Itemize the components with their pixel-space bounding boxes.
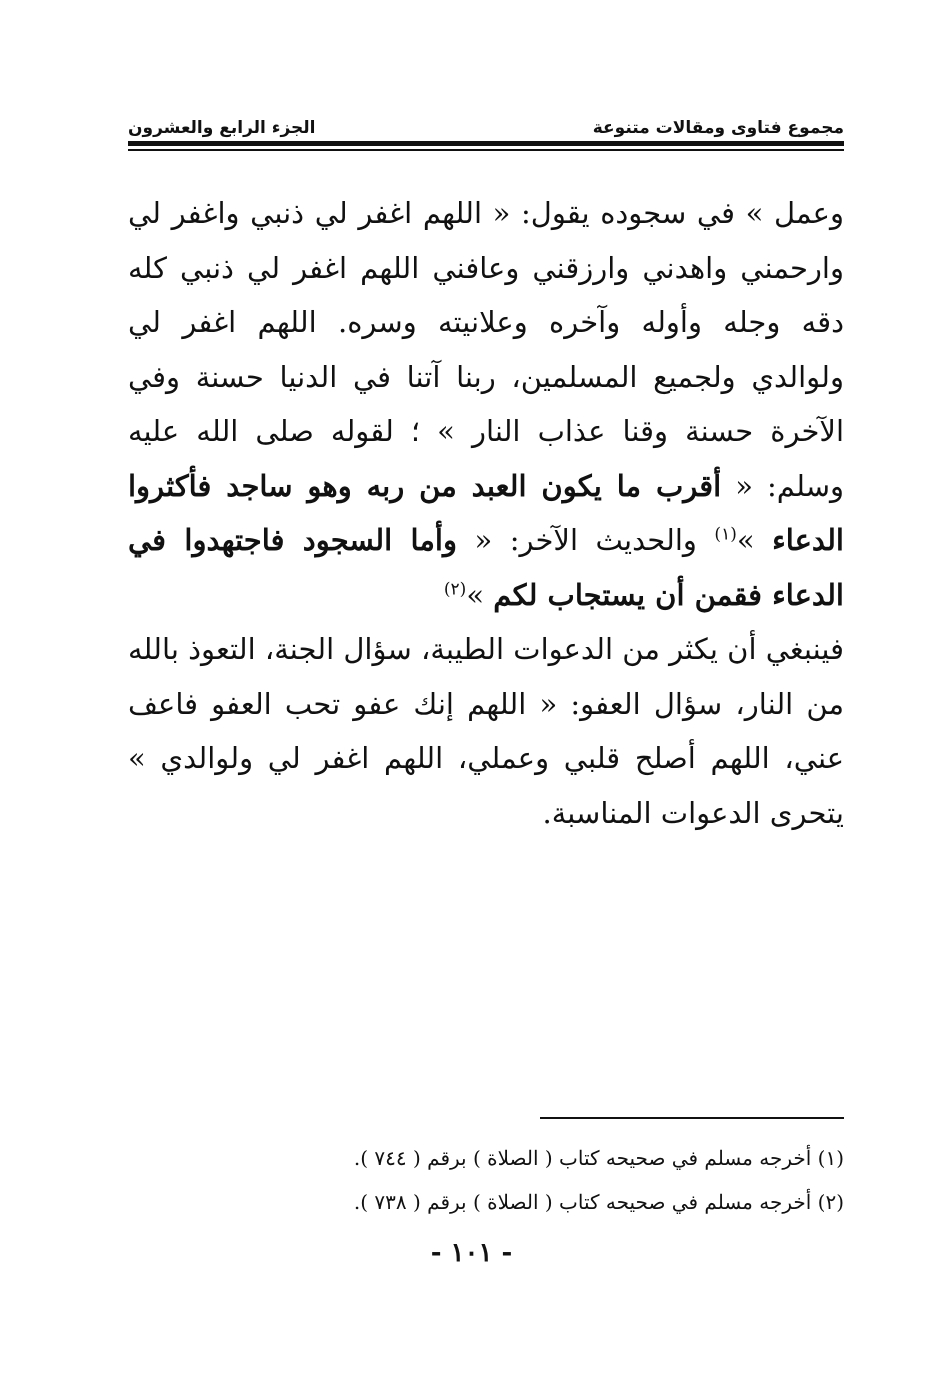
body-paragraph: فينبغي أن يكثر من الدعوات الطيبة، سؤال الجنة، التعوذ بالله من النار، سؤال العفو: « اللهم إنك عفو تحب العفو فاعف عني، اللهم أصلح قلبي وعملي، اللهم اغفر لي ولوالدي » يتحرى الدعوات المناسبة. xyxy=(128,632,844,830)
body-paragraph xyxy=(128,186,844,622)
footnote-2: (٢) أخرجه مسلم في صحيحه كتاب ( الصلاة ) برقم ( ٧٣٨ ). xyxy=(353,1190,844,1214)
body-text xyxy=(128,186,844,840)
body-segment: » xyxy=(466,577,485,612)
volume-label: الجزء الرابع والعشرون xyxy=(128,118,316,138)
hadith-quote-1: أقرب ما يكون العبد من ربه وهو ساجد فأكثروا الدعاء xyxy=(128,468,844,557)
body-segment: وعمل » في سجوده يقول: « اللهم اغفر لي ذنبي واغفر لي وارحمني واهدني وارزقني وعافني اللهم اغفر لي ذنبي كله دقه وجله وأوله وآخره وعلانيته وسره. اللهم اغفر لي ولوالدي ولجميع المسلمين، ربنا آتنا في الدنيا حسنة وفي الآخرة حسنة وقنا عذاب النار » ؛ لقوله صلى الله عليه وسلم: « xyxy=(128,196,845,503)
footnotes xyxy=(128,1136,844,1224)
hadith-quote-2: وأما السجود فاجتهدوا في الدعاء فقمن أن يستجاب لكم xyxy=(128,523,844,612)
header-rule-thick xyxy=(128,141,844,146)
running-header xyxy=(128,104,844,138)
body-segment: » xyxy=(736,523,755,557)
book-title: مجموع فتاوى ومقالات متنوعة xyxy=(592,118,844,138)
footnote-1: (١) أخرجه مسلم في صحيحه كتاب ( الصلاة ) برقم ( ٧٤٤ ). xyxy=(353,1146,844,1170)
header-rule-thin xyxy=(128,149,844,151)
page-number: - ١٠١ - xyxy=(430,1238,513,1268)
footnote-ref-2[interactable]: (٢) xyxy=(443,578,467,599)
footnote-ref-1[interactable]: (١) xyxy=(714,524,737,545)
body-segment: والحديث الآخر: « xyxy=(474,523,697,557)
footnote-separator xyxy=(540,1117,844,1119)
